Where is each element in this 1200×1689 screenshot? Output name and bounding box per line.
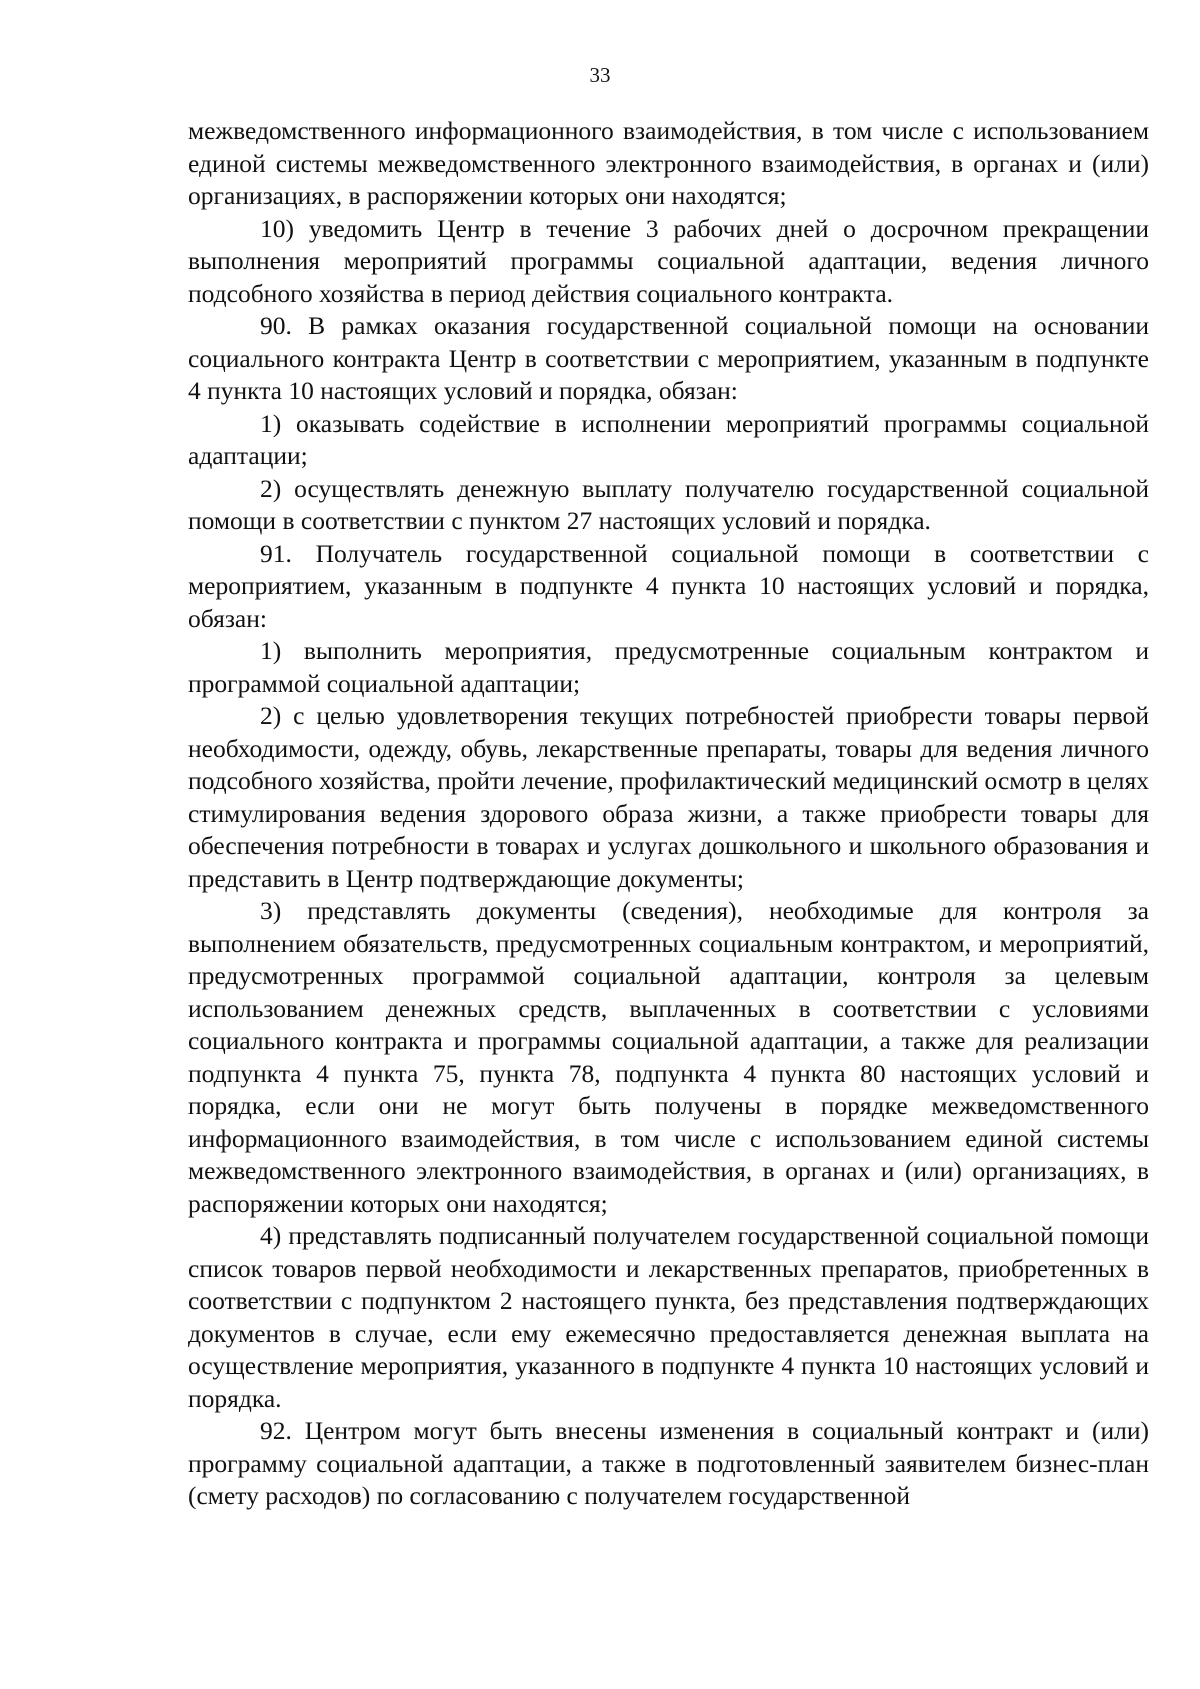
paragraph-item-10: 10) уведомить Центр в течение 3 рабочих дней о досрочном прекращении выполнения мероприятий программы социальной адаптации, ведения личного подсобного хозяйства в период действия социального контракта. [188,213,1149,308]
paragraph-91-item-2: 2) с целью удовлетворения текущих потребностей приобрести товары первой необходимости, одежду, обувь, лекарственные препараты, товары для ведения личного подсобного хозяйства, пройти лечение, профилактический медицинский осмотр в целях стимулирования ведения здорового образа жизни, а также приобрести товары для обеспечения потребности в товарах и услугах дошкольного и школьного образования и представить в Центр подтверждающие документы; [188,701,1149,893]
page-number: 33 [589,63,611,87]
paragraph-92: 92. Центром могут быть внесены изменения в социальный контракт и (или) программу социальной адаптации, а также в подготовленный заявителем бизнес-план (смету расходов) по согласованию с получателем государственной [188,1416,1149,1510]
paragraph-continuation: межведомственного информационного взаимодействия, в том числе с использованием единой системы межведомственного электронного взаимодействия, в органах и (или) организациях, в распоряжении которых они находятся; [188,116,1149,210]
paragraph-91-item-1: 1) выполнить мероприятия, предусмотренные социальным контрактом и программой социальной адаптации; [188,636,1149,698]
paragraph-90-item-2: 2) осуществлять денежную выплату получателю государственной социальной помощи в соответствии с пунктом 27 настоящих условий и порядка. [188,473,1149,535]
document-body [188,115,1149,1513]
paragraph-90: 90. В рамках оказания государственной социальной помощи на основании социального контракта Центр в соответствии с мероприятием, указанным в подпункте 4 пункта 10 настоящих условий и порядка, обязан: [188,311,1149,405]
paragraph-91-item-4: 4) представлять подписанный получателем государственной социальной помощи список товаров первой необходимости и лекарственных препаратов, приобретенных в соответствии с подпунктом 2 настоящего пункта, без представления подтверждающих документов в случае, если ему ежемесячно предоставляется денежная выплата на осуществление мероприятия, указанного в подпункте 4 пункта 10 настоящих условий и порядка. [188,1221,1149,1413]
paragraph-90-item-1: 1) оказывать содействие в исполнении мероприятий программы социальной адаптации; [188,408,1149,470]
paragraph-91: 91. Получатель государственной социальной помощи в соответствии с мероприятием, указанным в подпункте 4 пункта 10 настоящих условий и порядка, обязан: [188,538,1149,633]
paragraph-91-item-3: 3) представлять документы (сведения), необходимые для контроля за выполнением обязательств, предусмотренных социальным контрактом, и мероприятий, предусмотренных программой социальной адаптации, контроля за целевым использованием денежных средств, выплаченных в соответствии с условиями социального контракта и программы социальной адаптации, а также для реализации подпункта 4 пункта 75, пункта 78, подпункта 4 пункта 80 настоящих условий и порядка, если они не могут быть получены в порядке межведомственного информационного взаимодействия, в том числе с использованием единой системы межведомственного электронного взаимодействия, в органах и (или) организациях, в распоряжении которых они находятся; [188,896,1149,1218]
